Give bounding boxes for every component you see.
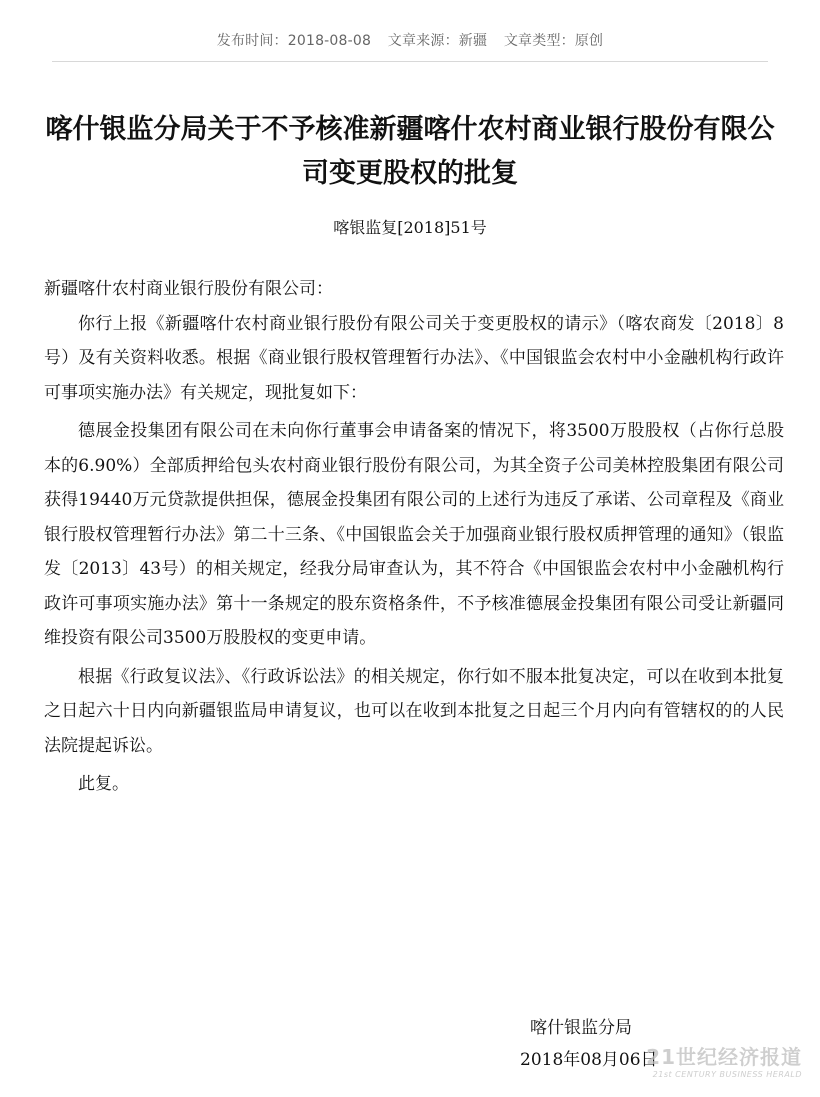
publisher-watermark — [646, 1041, 802, 1079]
paragraph: 德展金投集团有限公司在未向你行董事会申请备案的情况下，将3500万股股权（占你行总股本的6.90%）全部质押给包头农村商业银行股份有限公司，为其全资子公司美林控股集团有限公司获得19440万元贷款提供担保，德展金投集团有限公司的上述行为违反了承诺、公司章程及《商业银行股权管理暂行办法》第二十三条、《中国银监会关于加强商业银行股权质押管理的通知》（银监发〔2013〕43号）的相关规定，经我分局审查认为，其不符合《中国银监会农村中小金融机构行政许可事项实施办法》第十一条规定的股东资格条件，不予核准德展金投集团有限公司受让新疆同维投资有限公司3500万股股权的变更申请。 — [44, 421, 784, 648]
salutation: 新疆喀什农村商业银行股份有限公司： — [44, 279, 333, 299]
document-body — [44, 272, 784, 802]
signature-org: 喀什银监分局 — [530, 1018, 632, 1038]
paragraph: 根据《行政复议法》、《行政诉讼法》的相关规定，你行如不服本批复决定，可以在收到本批复之日起六十日内向新疆银监局申请复议，也可以在收到本批复之日起三个月内向有管辖权的的人民法院提起诉讼。 — [44, 666, 784, 756]
document-number: 喀银监复[2018]51号 — [333, 218, 487, 237]
article-type: 文章类型：原创 — [503, 33, 604, 49]
closing-line: 此复。 — [78, 774, 129, 794]
article-source: 文章来源：新疆 — [387, 33, 488, 49]
document-title: 喀什银监分局关于不予核准新疆喀什农村商业银行股份有限公司变更股权的批复 — [45, 114, 775, 189]
watermark-cn: 21世纪经济报道 — [646, 1045, 802, 1069]
watermark-en: 21st CENTURY BUSINESS HERALD — [652, 1070, 802, 1079]
signature-date: 2018年08月06日 — [520, 1050, 658, 1070]
publish-time: 发布时间：2018-08-08 — [216, 33, 372, 49]
paragraph: 你行上报《新疆喀什农村商业银行股份有限公司关于变更股权的请示》（喀农商发〔2018〕8号）及有关资料收悉。根据《商业银行股权管理暂行办法》、《中国银监会农村中小金融机构行政许可事项实施办法》有关规定，现批复如下： — [44, 313, 784, 403]
divider — [52, 61, 768, 62]
article-meta — [0, 30, 820, 50]
